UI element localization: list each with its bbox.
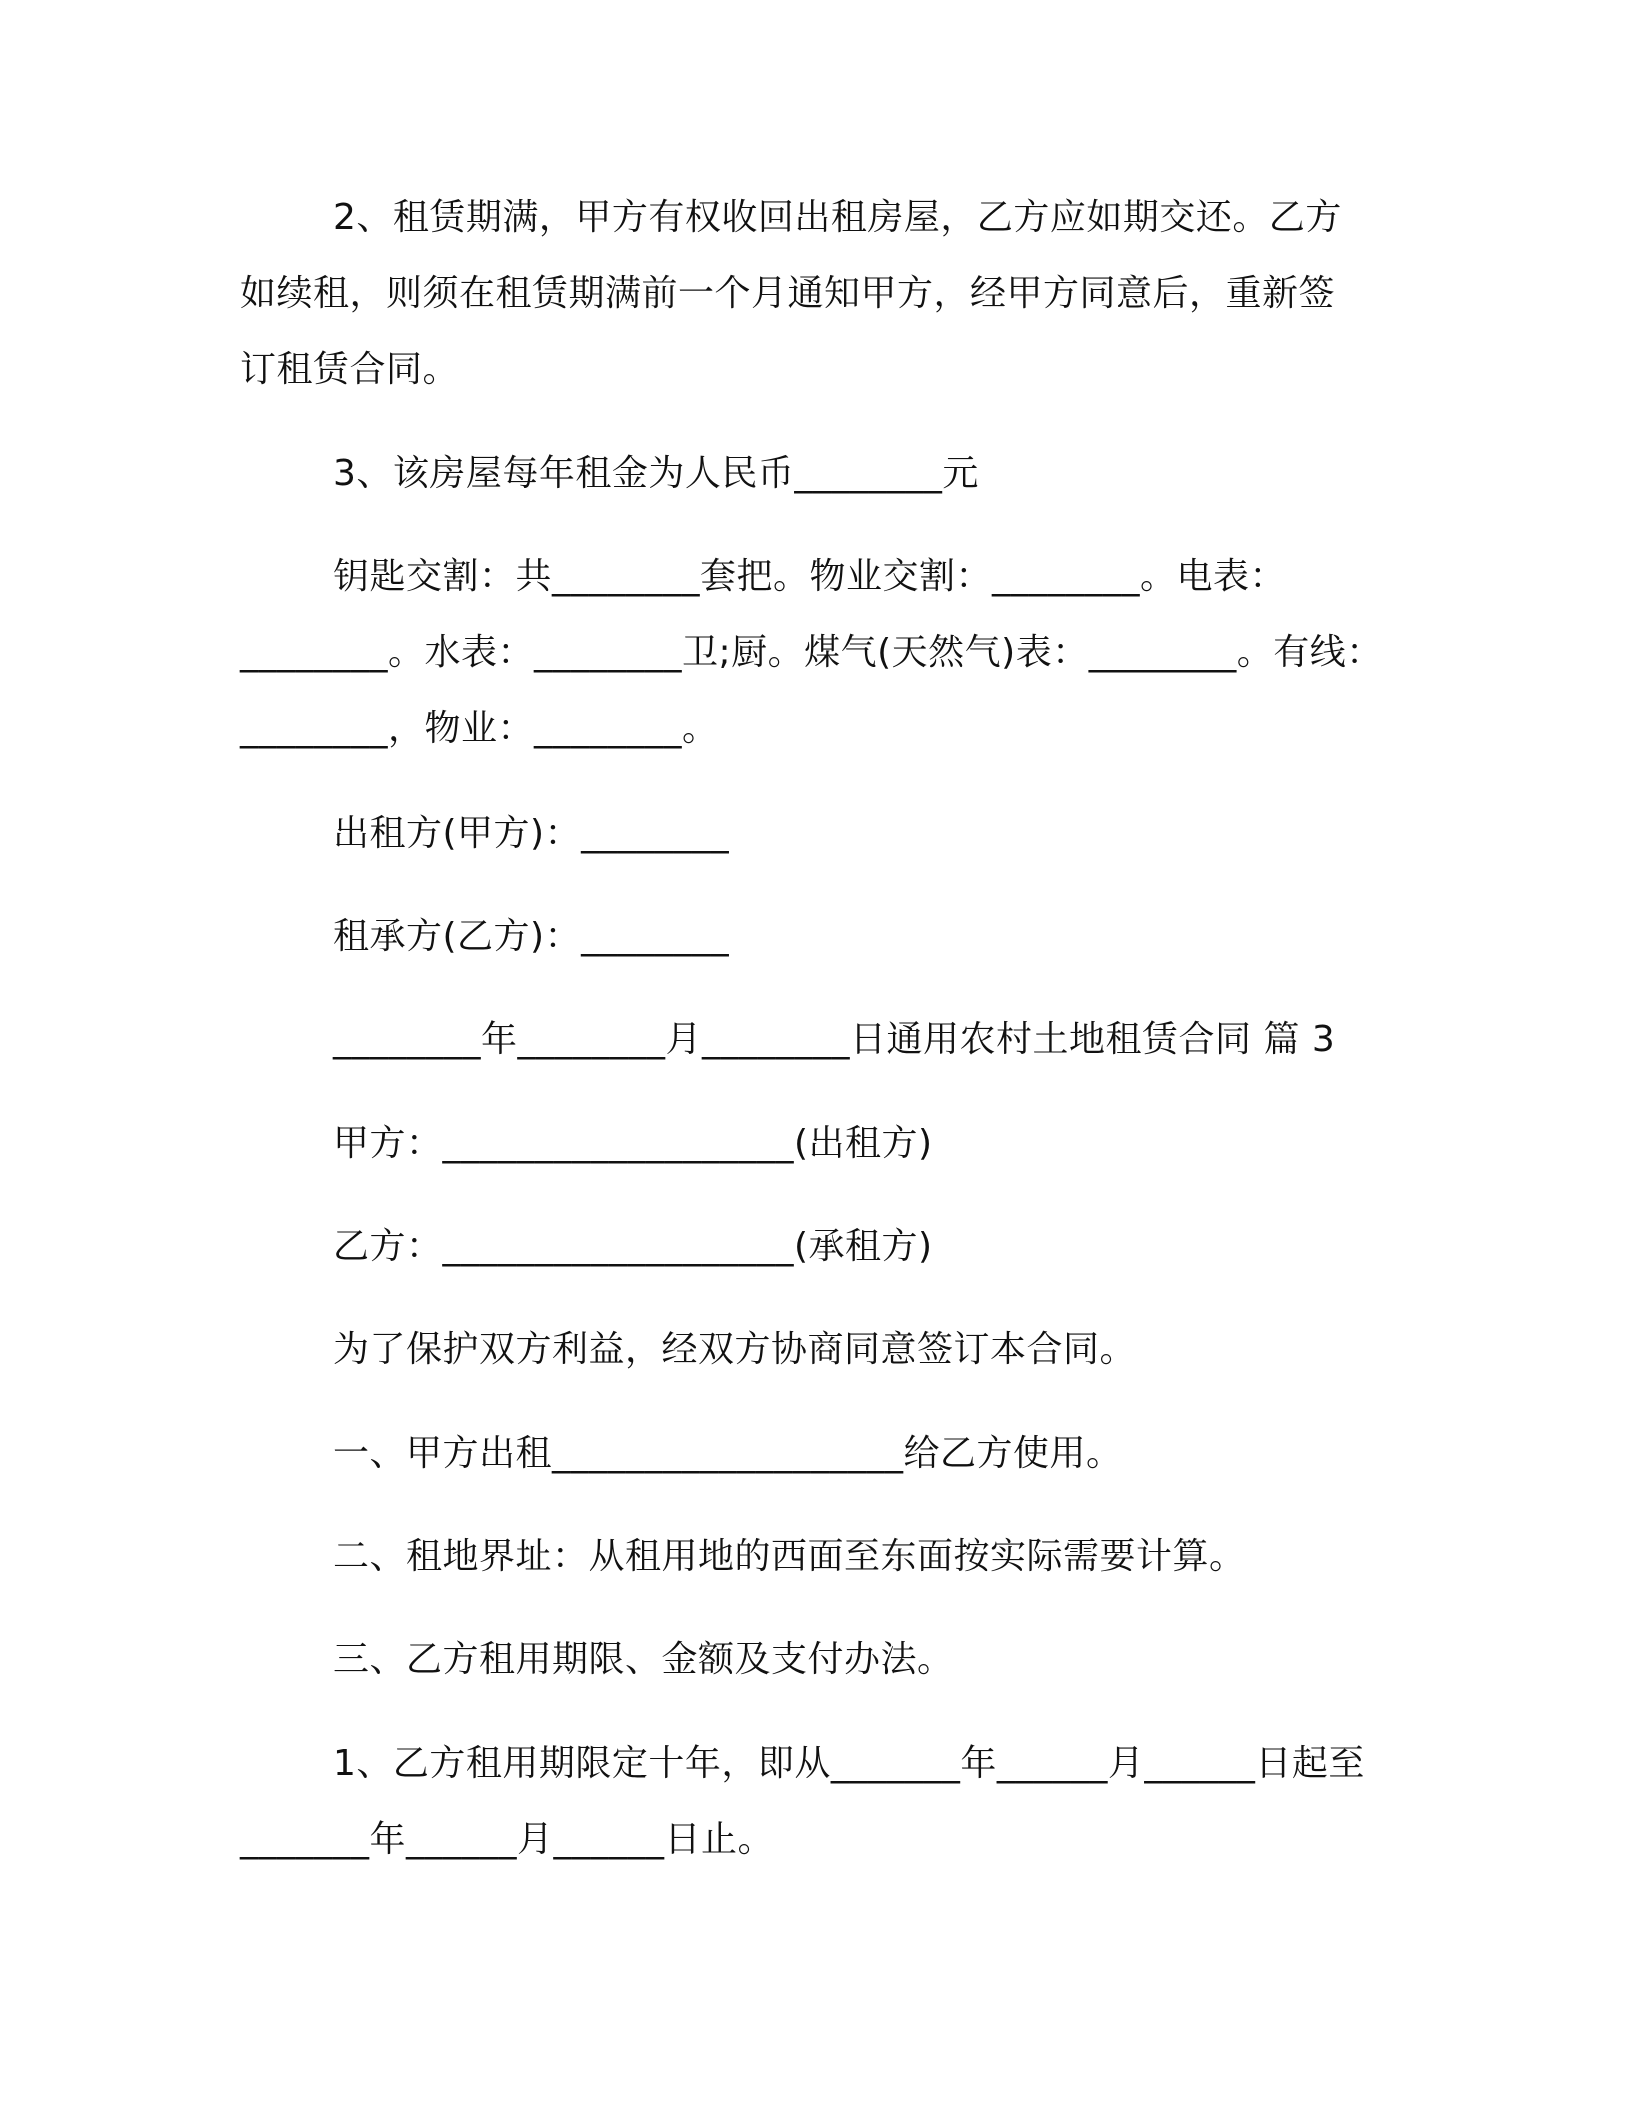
lessor-signature-line: 出租方(甲方)：________ (333, 813, 730, 854)
clause-three: 三、乙方租用期限、金额及支付办法。 (333, 1639, 954, 1680)
party-a-line: 甲方：___________________(出租方) (333, 1123, 933, 1164)
paragraph-lease-expiry-line-3: 订租赁合同。 (240, 349, 460, 390)
contract-purpose: 为了保护双方利益，经双方协商同意签订本合同。 (333, 1329, 1137, 1370)
term-line-1: 1、乙方租用期限定十年，即从_______年______月______日起至 (333, 1743, 1365, 1784)
clause-one: 一、甲方出租___________________给乙方使用。 (333, 1433, 1123, 1474)
date-and-section-heading: ________年________月________日通用农村土地租赁合同 篇 3 (333, 1019, 1336, 1060)
term-line-2: _______年______月______日止。 (240, 1819, 775, 1860)
paragraph-handover-line-3: ________，物业：________。 (240, 708, 719, 749)
paragraph-handover-line-2: ________。水表：________卫;厨。煤气(天然气)表：________。有线： (240, 632, 1383, 673)
party-b-line: 乙方：___________________(承租方) (333, 1226, 933, 1267)
clause-two: 二、租地界址：从租用地的西面至东面按实际需要计算。 (333, 1536, 1246, 1577)
lessee-signature-line: 租承方(乙方)：________ (333, 916, 730, 957)
paragraph-lease-expiry-line-1: 2、租赁期满，甲方有权收回出租房屋，乙方应如期交还。乙方 (333, 197, 1342, 238)
paragraph-lease-expiry-line-2: 如续租，则须在租赁期满前一个月通知甲方，经甲方同意后，重新签 (240, 273, 1336, 314)
paragraph-handover-line-1: 钥匙交割：共________套把。物业交割：________。电表： (333, 556, 1287, 597)
paragraph-annual-rent: 3、该房屋每年租金为人民币________元 (333, 453, 979, 494)
